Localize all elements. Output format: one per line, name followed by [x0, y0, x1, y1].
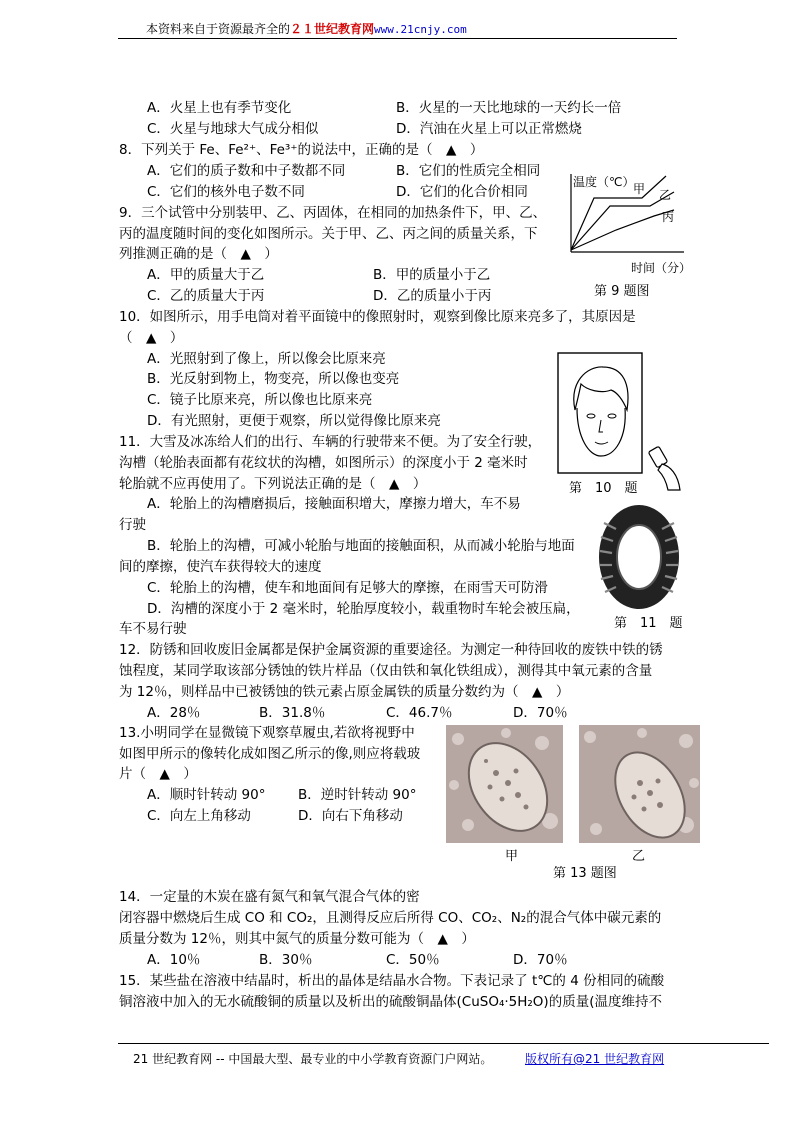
- q10-stem-2: （ ▲ ）: [119, 330, 184, 346]
- q12-stem-2: 蚀程度，某同学取该部分锈蚀的铁片样品（仅由铁和氧化铁组成），测得其中氧元素的含量: [119, 663, 653, 679]
- q7-option-c: C．火星与地球大气成分相似: [147, 121, 319, 137]
- q9-stem-2: 丙的温度随时间的变化如图所示。关于甲、乙、丙之间的质量关系，下: [119, 226, 538, 242]
- footer-rule: [118, 1043, 769, 1044]
- q13-stem-2: 如图甲所示的像转化成如图乙所示的像,则应将载玻: [119, 746, 421, 762]
- q10-option-c: C．镜子比原来亮，所以像也比原来亮: [147, 392, 373, 408]
- fig9-caption: 第 9 题图: [594, 284, 650, 299]
- q13-option-d: D．向右下角移动: [298, 808, 403, 824]
- header-rule: [118, 38, 677, 39]
- q15-stem-1: 15．某些盐在溶液中结晶时，析出的晶体是结晶水合物。下表记录了 t℃的 4 份相同的硫酸: [119, 973, 665, 989]
- q10-option-a: A．光照射到了像上，所以像会比原来亮: [147, 351, 386, 367]
- footer-copyright-link[interactable]: 版权所有@21 世纪教育网: [525, 1052, 665, 1066]
- header-url[interactable]: www.21cnjy.com: [374, 23, 467, 36]
- q13-option-b: B．逆时针转动 90°: [298, 787, 417, 803]
- q13-stem-1: 13.小明同学在显微镜下观察草履虫,若欲将视野中: [119, 725, 415, 741]
- q14-option-c: C．50％: [386, 952, 440, 968]
- q14-option-a: A．10％: [147, 952, 201, 968]
- footer-text: 21 世纪教育网 -- 中国最大型、最专业的中小学教育资源门户网站。: [133, 1052, 493, 1066]
- q10-option-b: B．光反射到物上，物变亮，所以像也变亮: [147, 371, 400, 387]
- q7-option-a: A．火星上也有季节变化: [147, 100, 292, 116]
- q8-option-a: A．它们的质子数和中子数都不同: [147, 163, 346, 179]
- q11-option-a: A．轮胎上的沟槽磨损后，接触面积增大，摩擦力增大，车不易: [147, 496, 521, 512]
- q11-stem-3: 轮胎就不应再使用了。下列说法正确的是（ ▲ ）: [119, 476, 427, 492]
- q11-option-d: D．沟槽的深度小于 2 毫米时，轮胎厚度较小，载重物时车轮会被压扁，: [147, 601, 580, 617]
- q11-stem-1: 11．大雪及冰冻给人们的出行、车辆的行驶带来不便。为了安全行驶，: [119, 434, 542, 450]
- q8-option-b: B．它们的性质完全相同: [396, 163, 541, 179]
- q10-stem-1: 10．如图所示，用手电筒对着平面镜中的像照射时，观察到像比原来亮多了，其原因是: [119, 309, 636, 325]
- q14-option-b: B．30％: [259, 952, 313, 968]
- q9-option-d: D．乙的质量小于丙: [373, 288, 492, 304]
- q14-stem-3: 质量分数为 12％，则其中氮气的质量分数可能为（ ▲ ）: [119, 931, 475, 947]
- fig11-caption: 第 11 题: [614, 616, 683, 631]
- q11-option-a-cont: 行驶: [119, 517, 146, 533]
- q12-option-a: A．28％: [147, 705, 201, 721]
- q8-stem: 8．下列关于 Fe、Fe²⁺、Fe³⁺的说法中，正确的是（ ▲ ）: [119, 142, 484, 158]
- q7-option-b: B．火星的一天比地球的一天约长一倍: [396, 100, 622, 116]
- q9-option-c: C．乙的质量大于丙: [147, 288, 265, 304]
- q13-stem-3: 片（ ▲ ）: [119, 766, 197, 782]
- fig9-label-jia: 甲: [633, 182, 646, 196]
- q12-option-d: D．70％: [513, 705, 568, 721]
- figure-11-tire: [596, 503, 682, 611]
- q9-option-b: B．甲的质量小于乙: [373, 267, 491, 283]
- q9-stem-1: 9．三个试管中分别装甲、乙、丙固体，在相同的加热条件下，甲、乙、: [119, 205, 547, 221]
- tire-hole: [617, 525, 661, 589]
- q11-option-d-cont: 车不易行驶: [119, 621, 187, 637]
- q11-option-c: C．轮胎上的沟槽，使车和地面间有足够大的摩擦，在雨雪天可防滑: [147, 580, 548, 596]
- flashlight-icon: [648, 446, 684, 492]
- header-brand: ２１世纪教育网: [290, 22, 375, 36]
- q12-stem-1: 12．防锈和回收废旧金属都是保护金属资源的重要途径。为测定一种待回收的废铁中铁的锈: [119, 642, 663, 658]
- q10-option-d: D．有光照射，更便于观察，所以觉得像比原来亮: [147, 413, 441, 429]
- q9-stem-3: 列推测正确的是（ ▲ ）: [119, 246, 278, 262]
- fig13-label-jia: 甲: [505, 849, 519, 864]
- page-header: [146, 20, 467, 37]
- fig13-label-yi: 乙: [632, 849, 646, 864]
- q9-option-a: A．甲的质量大于乙: [147, 267, 265, 283]
- fig9-y-label: 温度（℃）: [573, 175, 635, 189]
- q12-option-c: C．46.7％: [386, 705, 453, 721]
- fig9-x-label: 时间（分）: [631, 261, 692, 275]
- header-prefix: 本资料来自于资源最齐全的: [146, 22, 291, 36]
- q11-option-b: B．轮胎上的沟槽，可减小轮胎与地面的接触面积，从而减小轮胎与地面: [147, 538, 575, 554]
- q14-stem-2: 闭容器中燃烧后生成 CO 和 CO₂，且测得反应后所得 CO、CO₂、N₂的混合气体中碳元素的: [119, 910, 662, 926]
- q12-stem-3: 为 12％，则样品中已被锈蚀的铁元素占原金属铁的质量分数约为（ ▲ ）: [119, 684, 570, 700]
- q12-option-b: B．31.8％: [259, 705, 326, 721]
- q11-option-b-cont: 间的摩擦，使汽车获得较大的速度: [119, 559, 322, 575]
- q8-option-c: C．它们的核外电子数不同: [147, 184, 305, 200]
- q14-option-d: D．70％: [513, 952, 568, 968]
- figure-13-microscope-images: [446, 725, 700, 843]
- figure-10-mirror-face: [557, 352, 643, 474]
- q13-option-a: A．顺时针转动 90°: [147, 787, 266, 803]
- fig13-caption: 第 13 题图: [553, 866, 617, 881]
- fig10-caption: 第 10 题: [569, 481, 638, 496]
- q7-option-d: D．汽油在火星上可以正常燃烧: [396, 121, 582, 137]
- fig9-label-bing: 丙: [662, 210, 675, 224]
- q14-stem-1: 14．一定量的木炭在盛有氮气和氧气混合气体的密: [119, 889, 420, 905]
- q11-stem-2: 沟槽（轮胎表面都有花纹状的沟槽，如图所示）的深度小于 2 毫米时: [119, 455, 528, 471]
- q15-stem-2: 铜溶液中加入的无水硫酸铜的质量以及析出的硫酸铜晶体(CuSO₄·5H₂O)的质量(温度维持不: [119, 994, 662, 1010]
- q8-option-d: D．它们的化合价相同: [396, 184, 528, 200]
- q13-option-c: C．向左上角移动: [147, 808, 251, 824]
- fig9-label-yi: 乙: [659, 188, 672, 202]
